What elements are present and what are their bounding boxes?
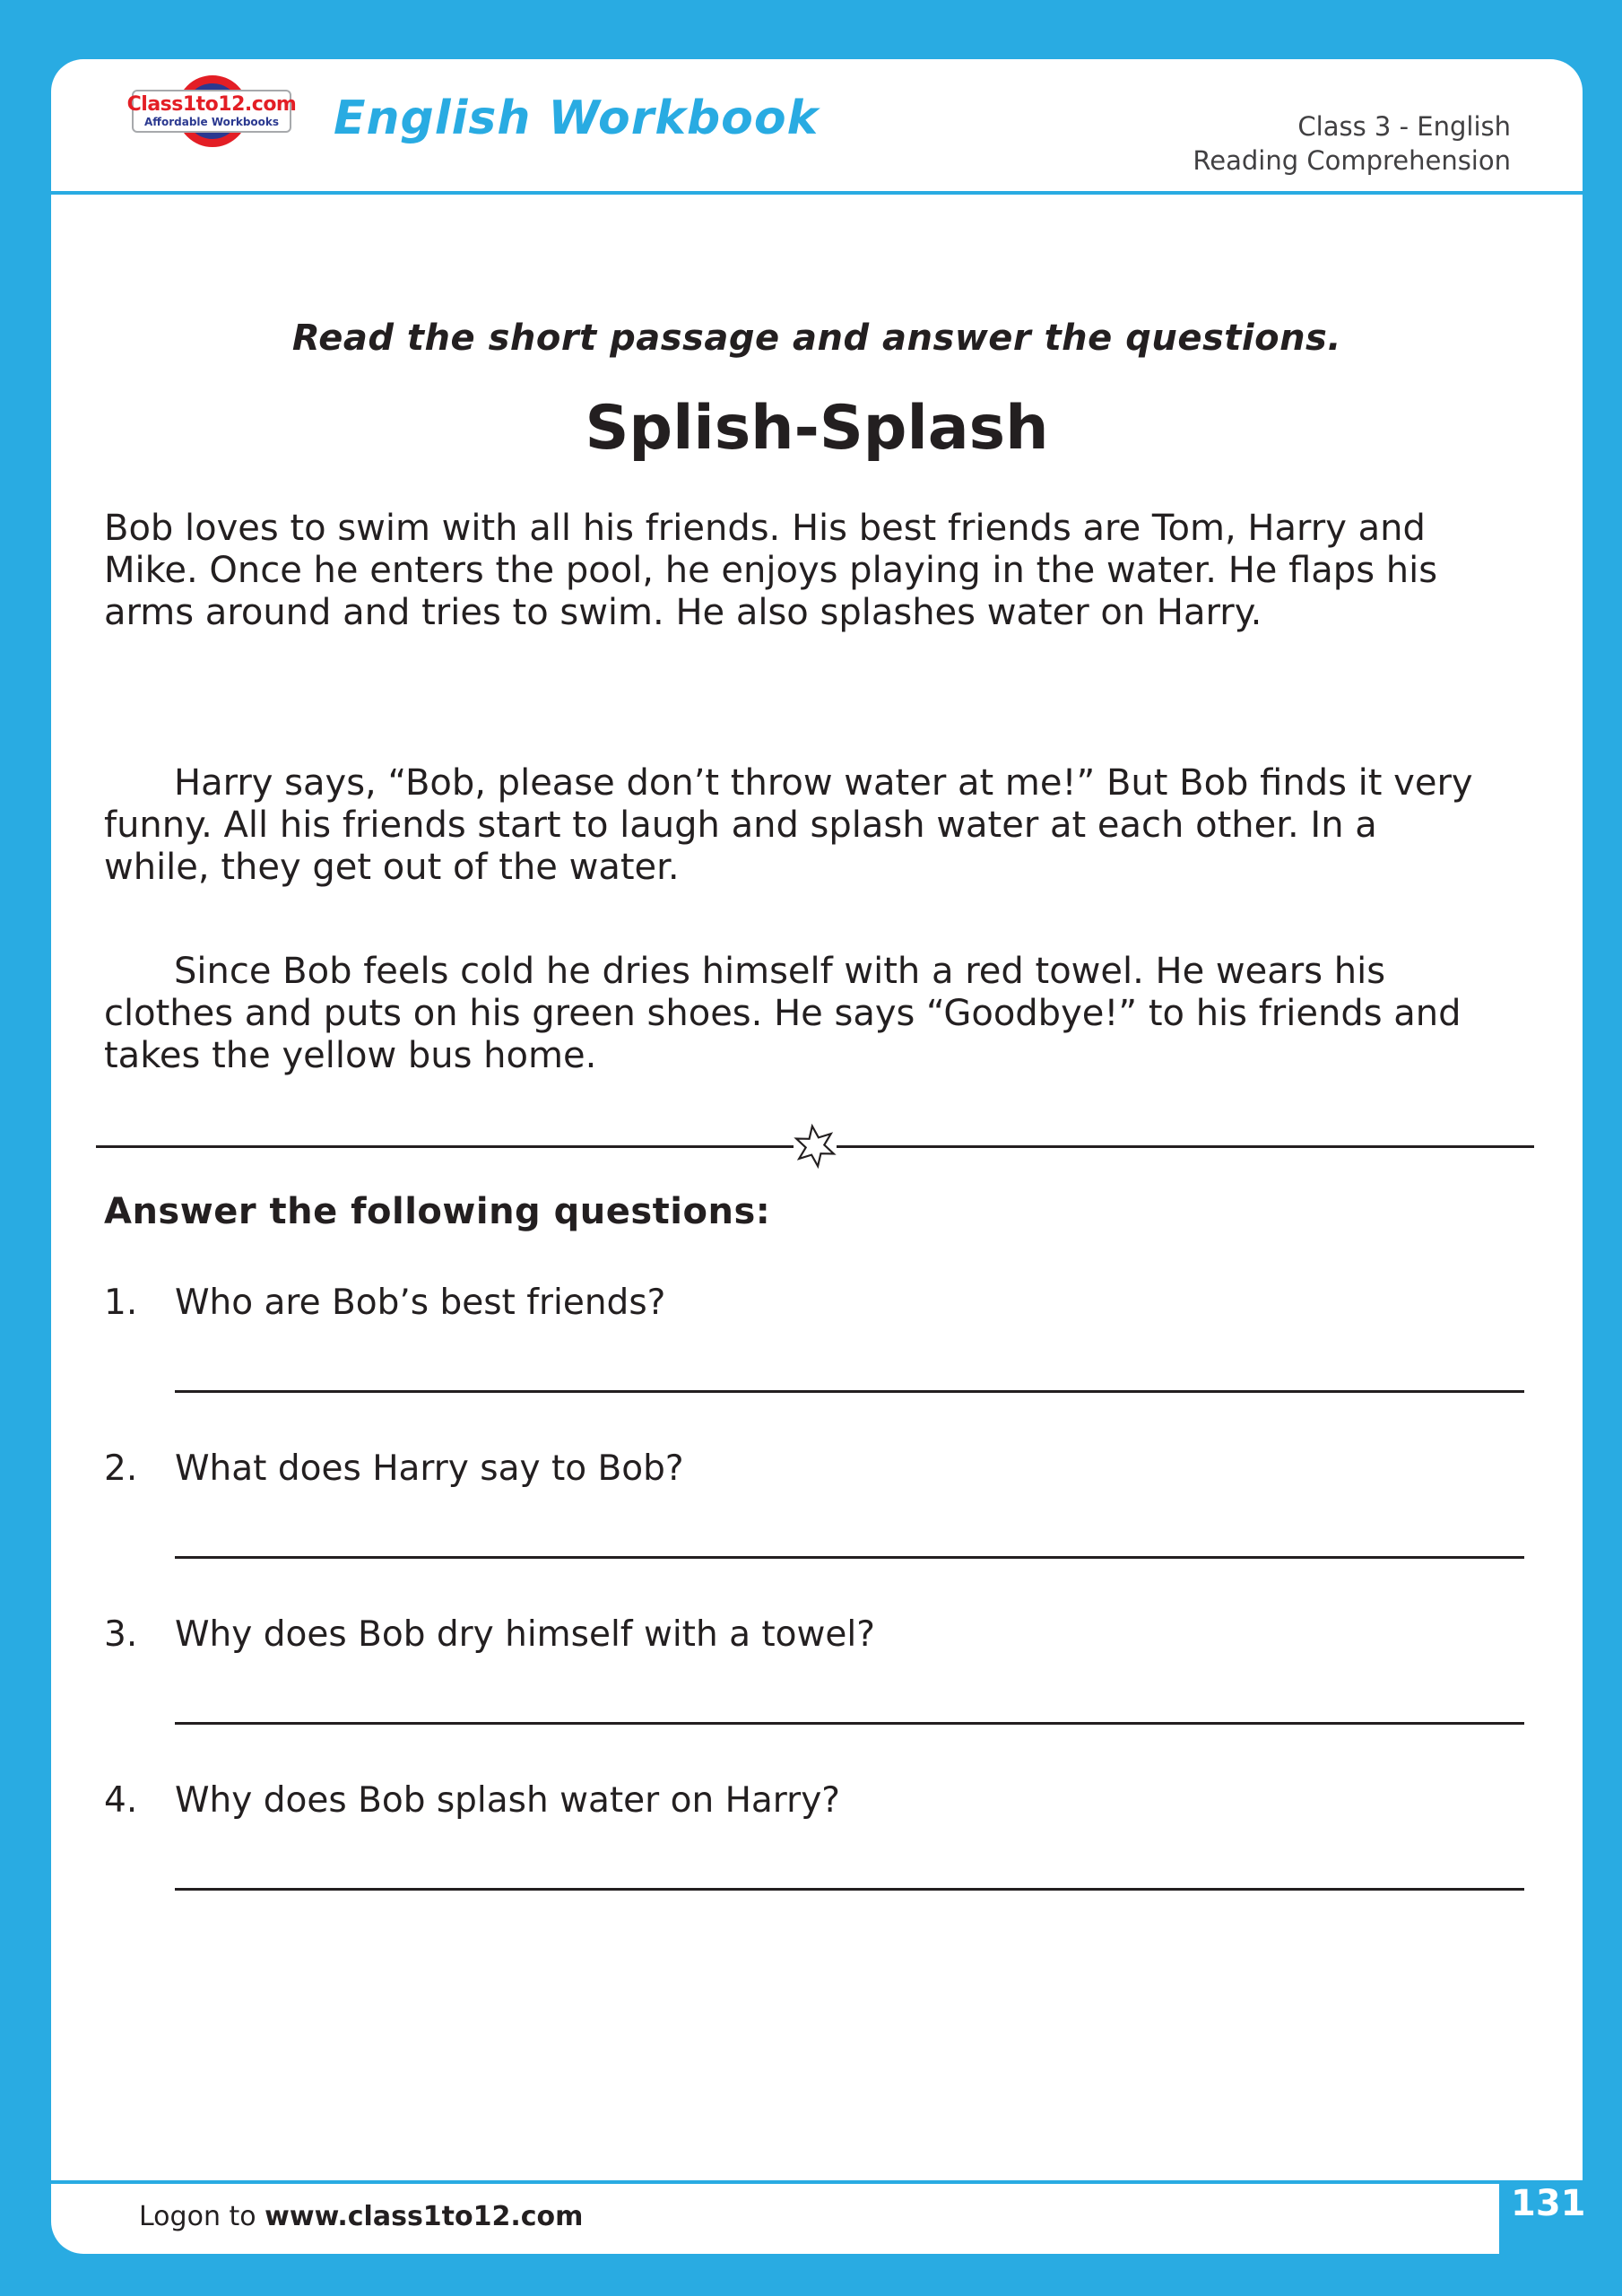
footer-site-url: www.class1to12.com [265,2201,584,2232]
divider-line-left [96,1145,794,1148]
question-text: Who are Bob’s best friends? [175,1283,666,1323]
question-number: 1. [104,1283,138,1323]
header-divider [51,191,1583,195]
topic-line: Reading Comprehension [1193,145,1511,176]
passage-title: Splish-Splash [585,393,1049,464]
question-number: 2. [104,1448,138,1489]
publisher-logo [126,90,297,133]
question-number: 3. [104,1614,138,1655]
passage-paragraph: Since Bob feels cold he dries himself with a red towel. He wears his clothes and puts on his green shoes. He says “Goodbye!” to his friends and takes the yellow bus home. [104,951,1462,1076]
section-divider [96,1123,1534,1170]
question-row [104,1614,1530,1656]
page-number-tab [1499,2181,1622,2296]
passage-paragraph: Harry says, “Bob, please don’t throw water at me!” But Bob finds it very funny. All his friends start to laugh and splash water at each other. In a while, they get out of the water. [104,762,1473,888]
answer-line [175,1390,1524,1393]
footer-prefix: Logon to [139,2201,256,2232]
question-row [104,1283,1530,1324]
footer-text [139,2201,583,2232]
question-row [104,1448,1530,1490]
workbook-title: English Workbook [334,91,820,145]
star-icon [792,1123,838,1170]
question-text: Why does Bob dry himself with a towel? [175,1614,875,1655]
answer-line [175,1556,1524,1559]
footer-divider [51,2180,1583,2184]
question-text: Why does Bob splash water on Harry? [175,1780,840,1821]
answer-line [175,1722,1524,1725]
header-meta [1193,109,1511,178]
question-row [104,1780,1530,1822]
questions-heading: Answer the following questions: [104,1191,771,1232]
passage-paragraph: Bob loves to swim with all his friends. His best friends are Tom, Harry and Mike. Once he enters the pool, he enjoys playing in the water. He flaps his arms around and tries to swim. He also splashes water on Harry. [104,508,1438,633]
logo-subtitle: Affordable Workbooks [143,116,280,128]
answer-line [175,1888,1524,1891]
instruction-text: Read the short passage and answer the questions. [291,317,1342,359]
page-number: 131 [1511,2183,1586,2224]
question-text: What does Harry say to Bob? [175,1448,684,1489]
class-subject-line: Class 3 - English [1297,111,1511,142]
divider-line-right [837,1145,1534,1148]
question-number: 4. [104,1780,138,1821]
logo-title: Class1to12.com [126,93,297,116]
page-content-area [51,59,1583,2254]
